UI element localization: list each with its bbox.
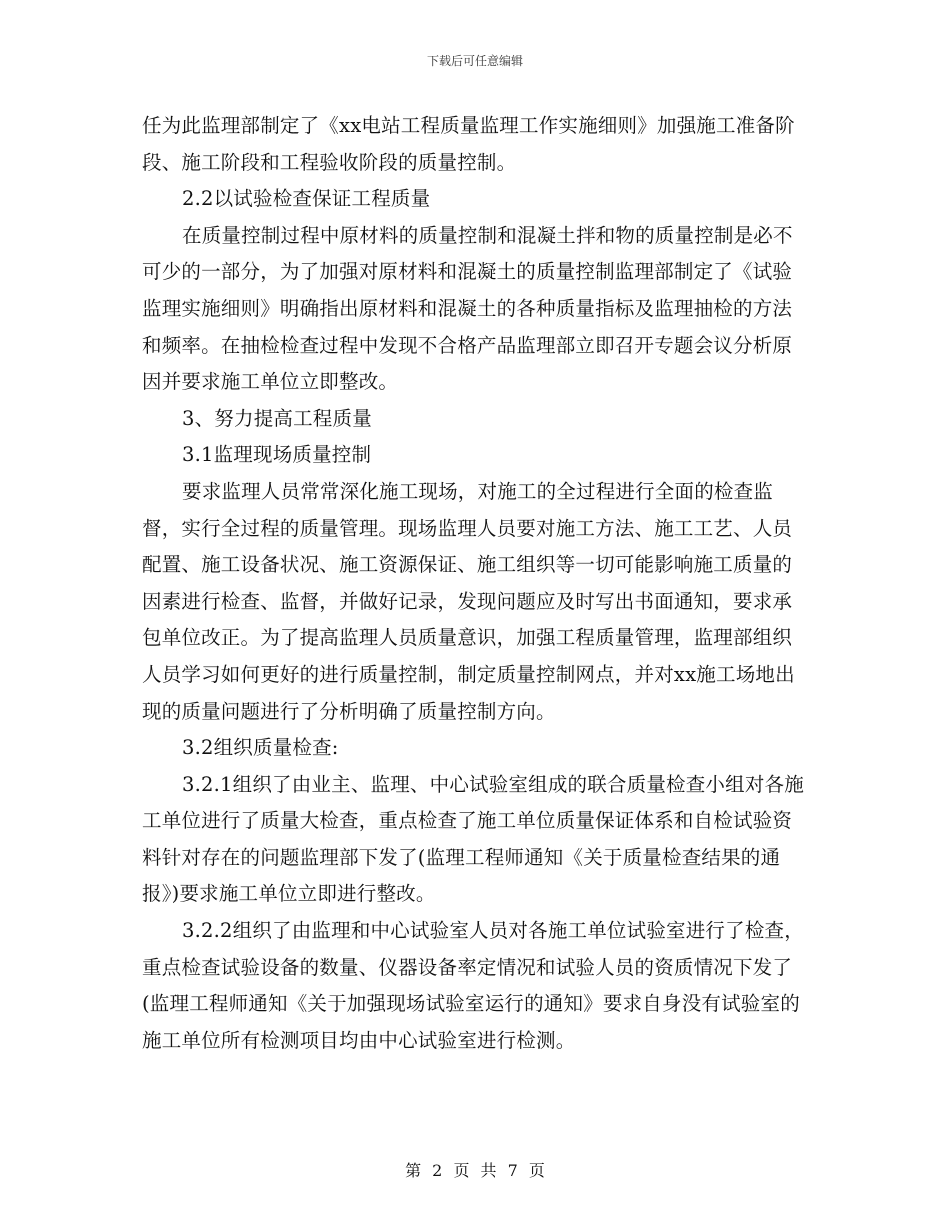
section-heading-3-2: 3.2组织质量检查: — [182, 736, 339, 760]
paragraph-3-2-2: 3.2.2组织了由监理和中心试验室人员对各施工单位试验室进行了检查，重点检查试验设备的数量、仪器设备率定情况和试验人员的资质情况下发了(监理工程师通知《关于加强现场试验室运行的通知》要求自身没有试验室的施工单位所有检测项目均由中心试验室进行检测。 — [142, 919, 804, 1052]
section-heading-3: 3、努力提高工程质量 — [182, 406, 372, 430]
paragraph-site-control: 要求监理人员常常深化施工现场，对施工的全过程进行全面的检查监督，实行全过程的质量管理。现场监理人员要对施工方法、施工工艺、人员配置、施工设备状况、施工资源保证、施工组织等一切可能影响施工质量的因素进行检查、监督，并做好记录，发现问题应及时写出书面通知，要求承包单位改正。为了提高监理人员质量意识，加强工程质量管理，监理部组织人员学习如何更好的进行质量控制，制定质量控制网点，并对xx施工场地出现的质量问题进行了分析明确了质量控制方向。 — [142, 479, 795, 723]
section-heading-3-1: 3.1监理现场质量控制 — [182, 443, 372, 467]
paragraph-material-control: 在质量控制过程中原材料的质量控制和混凝土拌和物的质量控制是必不可少的一部分，为了加强对原材料和混凝土的质量控制监理部制定了《试验监理实施细则》明确指出原材料和混凝土的各种质量指标及监理抽检的方法和频率。在抽检检查过程中发现不合格产品监理部立即召开专题会议分析原因并要求施工单位立即整改。 — [142, 223, 793, 394]
paragraph-3-2-1: 3.2.1组织了由业主、监理、中心试验室组成的联合质量检查小组对各施工单位进行了质量大检查，重点检查了施工单位质量保证体系和自检试验资料针对存在的问题监理部下发了(监理工程师通知《关于质量检查结果的通报》)要求施工单位立即进行整改。 — [142, 772, 804, 906]
page-number: 第 2 页 共 7 页 — [405, 1161, 545, 1180]
document-body — [142, 108, 810, 1059]
section-heading-2-2: 2.2以试验检查保证工程质量 — [182, 187, 431, 211]
page-header: 下载后可任意编辑 — [426, 54, 523, 68]
paragraph-continuation: 任为此监理部制定了《xx电站工程质量监理工作实施细则》加强施工准备阶段、施工阶段和工程验收阶段的质量控制。 — [142, 114, 795, 174]
